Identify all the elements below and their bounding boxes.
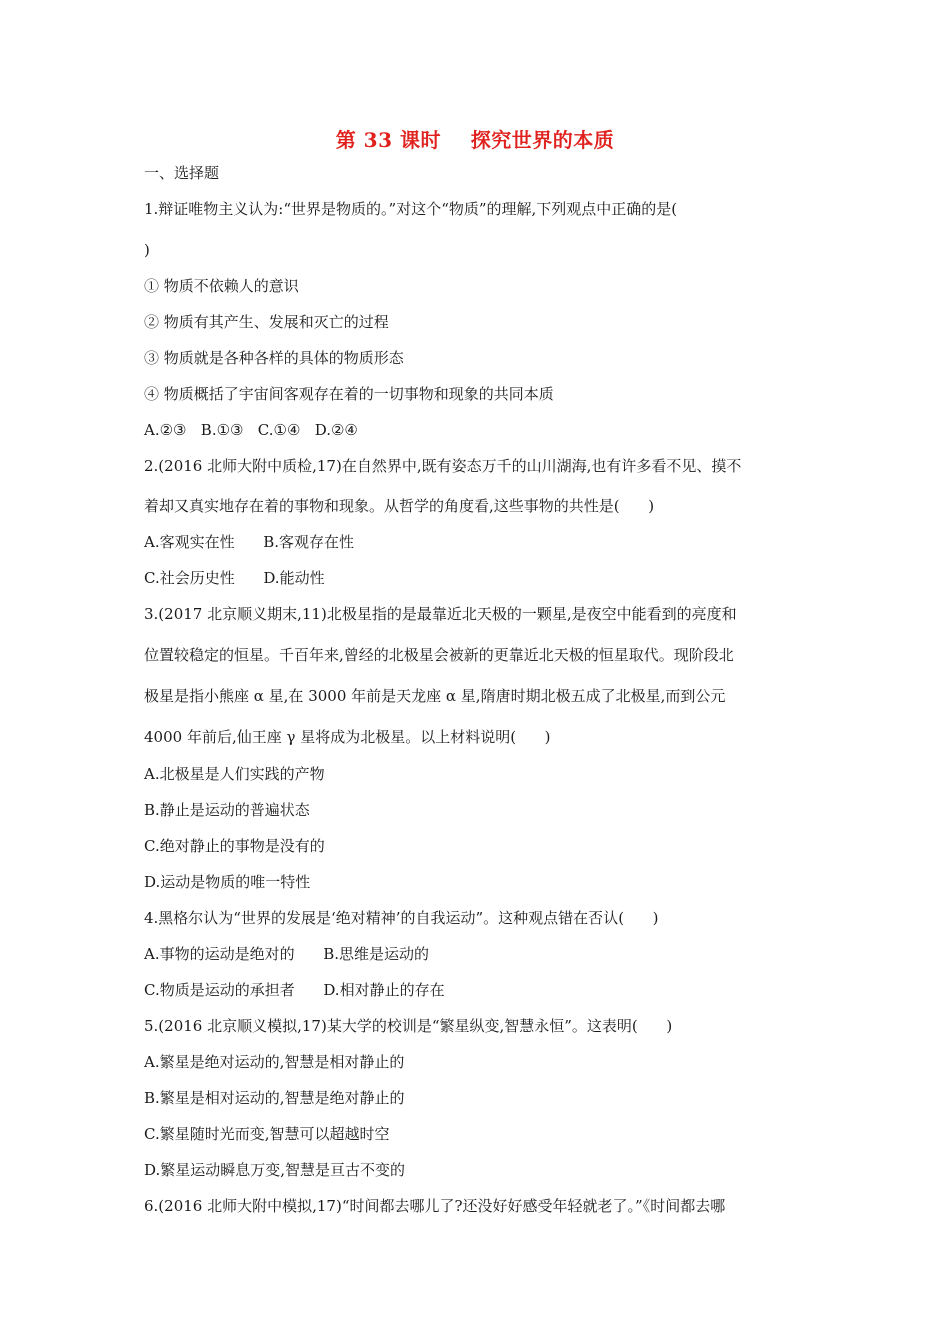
answer-option: C.绝对静止的事物是没有的 [144,837,325,855]
text-line: 6.(2016 北师大附中模拟,17)“时间都去哪儿了?还没好好感受年轻就老了。”《时间都去哪 [144,1197,726,1215]
text-line: 3.(2017 北京顺义期末,11)北极星指的是最靠近北天极的一颗星,是夜空中能看到的亮度和 [144,605,737,623]
text-line: 1.辩证唯物主义认为:“世界是物质的。”对这个“物质”的理解,下列观点中正确的是( [144,200,678,218]
section-heading: 一、选择题 [144,164,220,182]
lesson-title: 第 33 课时 探究世界的本质 [335,128,615,152]
answer-option: B.静止是运动的普遍状态 [144,801,310,819]
text-line: 5.(2016 北京顺义模拟,17)某大学的校训是“繁星纵变,智慧永恒”。这表明( ) [144,1017,673,1035]
text-line: 着却又真实地存在着的事物和现象。从哲学的角度看,这些事物的共性是( ) [144,497,655,515]
text-line: 位置较稳定的恒星。千百年来,曾经的北极星会被新的更靠近北天极的恒星取代。现阶段北 [144,646,734,664]
answer-option: A.北极星是人们实践的产物 [144,765,325,783]
answer-option: D.繁星运动瞬息万变,智慧是亘古不变的 [144,1161,406,1179]
answer-options: A.事物的运动是绝对的 B.思维是运动的 [144,945,430,963]
answer-options: C.社会历史性 D.能动性 [144,569,325,587]
text-line: 2.(2016 北师大附中质检,17)在自然界中,既有姿态万千的山川湖海,也有许多看不见、摸不 [144,457,742,475]
answer-option: A.繁星是绝对运动的,智慧是相对静止的 [144,1053,405,1071]
text-line: 极星是指小熊座 α 星,在 3000 年前是天龙座 α 星,隋唐时期北极五成了北极星,而到公元 [144,687,726,705]
text-line: 4.黑格尔认为“世界的发展是‘绝对精神’的自我运动”。这种观点错在否认( ) [144,909,659,927]
answer-option: C.繁星随时光而变,智慧可以超越时空 [144,1125,390,1143]
text-line: ④ 物质概括了宇宙间客观存在着的一切事物和现象的共同本质 [144,385,554,403]
answer-option: D.运动是物质的唯一特性 [144,873,311,891]
text-line: ① 物质不依赖人的意识 [144,277,299,295]
text-line: ③ 物质就是各种各样的具体的物质形态 [144,349,404,367]
text-line: ② 物质有其产生、发展和灭亡的过程 [144,313,389,331]
text-line: 4000 年前后,仙王座 γ 星将成为北极星。以上材料说明( ) [144,728,551,746]
answer-option: B.繁星是相对运动的,智慧是绝对静止的 [144,1089,405,1107]
answer-options: A.客观实在性 B.客观存在性 [144,533,355,551]
answer-options: A.②③ B.①③ C.①④ D.②④ [144,421,358,439]
text-line: ) [144,241,150,259]
answer-options: C.物质是运动的承担者 D.相对静止的存在 [144,981,445,999]
